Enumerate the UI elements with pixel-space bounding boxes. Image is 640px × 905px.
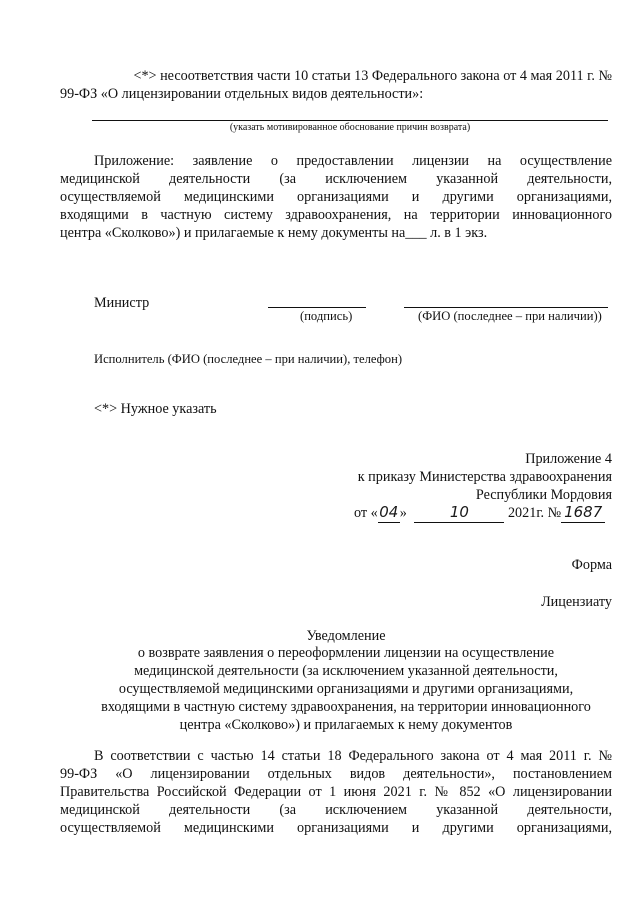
signature-line	[268, 307, 366, 308]
body-line2: 99-ФЗ «О лицензировании отдельных видов деятельности», постановлением	[60, 766, 612, 782]
notice-line5: центра «Сколково») и прилагаемых к нему документов	[179, 717, 513, 733]
date-mid: »	[399, 505, 407, 521]
reason-caption: (указать мотивированное обоснование причин возврата)	[229, 122, 471, 133]
reason-line	[92, 120, 608, 121]
body-line5: осуществляемой медицинскими организациями и другими организациями,	[60, 820, 612, 836]
signature-caption: (подпись)	[300, 309, 353, 323]
appendix-line1: Приложение 4	[525, 451, 612, 467]
notice-line3: осуществляемой медицинскими организациями и другими организациями,	[118, 681, 574, 697]
fio-caption: (ФИО (последнее – при наличии))	[418, 309, 602, 323]
licensee-label: Лицензиату	[541, 594, 612, 610]
date-day: 04	[379, 503, 399, 521]
para1-line1: <*> несоответствия части 10 статьи 13 Федерального закона от 4 мая 2011 г. №	[133, 68, 612, 84]
attachment-line2: медицинской деятельности (за исключением указанной деятельности,	[60, 171, 612, 187]
footnote: <*> Нужное указать	[94, 401, 217, 417]
body-line3: Правительства Российской Федерации от 1 июня 2021 г. № 852 «О лицензировании	[60, 784, 612, 800]
attachment-line4: входящими в частную систему здравоохранения, на территории инновационного	[60, 207, 612, 223]
body-line1: В соответствии с частью 14 статьи 18 Федерального закона от 4 мая 2011 г. №	[94, 748, 612, 764]
notice-line1: о возврате заявления о переоформлении лицензии на осуществление	[137, 645, 555, 661]
notice-line2: медицинской деятельности (за исключением указанной деятельности,	[134, 663, 558, 679]
executor-line: Исполнитель (ФИО (последнее – при наличии), телефон)	[94, 352, 403, 366]
body-line4: медицинской деятельности (за исключением указанной деятельности,	[60, 802, 612, 818]
form-label: Форма	[571, 557, 612, 573]
date-year-text: 2021г. №	[507, 505, 562, 521]
attachment-line1: Приложение: заявление о предоставлении лицензии на осуществление	[94, 153, 612, 169]
attachment-line5: центра «Сколково») и прилагаемые к нему документы на___ л. в 1 экз.	[60, 225, 488, 241]
date-month: 10	[414, 504, 504, 523]
signatory-title: Министр	[94, 295, 150, 311]
notice-line4: входящими в частную систему здравоохранения, на территории инновационного	[101, 699, 591, 715]
appendix-line3: Республики Мордовия	[475, 487, 612, 503]
appendix-date-line	[354, 504, 616, 523]
fio-line	[404, 307, 608, 308]
attachment-line3: осуществляемой медицинскими организациями и другими организациями,	[60, 189, 612, 205]
appendix-line2: к приказу Министерства здравоохранения	[357, 469, 612, 485]
notice-title: Уведомление	[306, 628, 386, 644]
order-number: 1687	[561, 504, 605, 523]
para1-line2: 99-ФЗ «О лицензировании отдельных видов деятельности»:	[60, 86, 424, 102]
date-prefix: от «	[354, 505, 378, 521]
